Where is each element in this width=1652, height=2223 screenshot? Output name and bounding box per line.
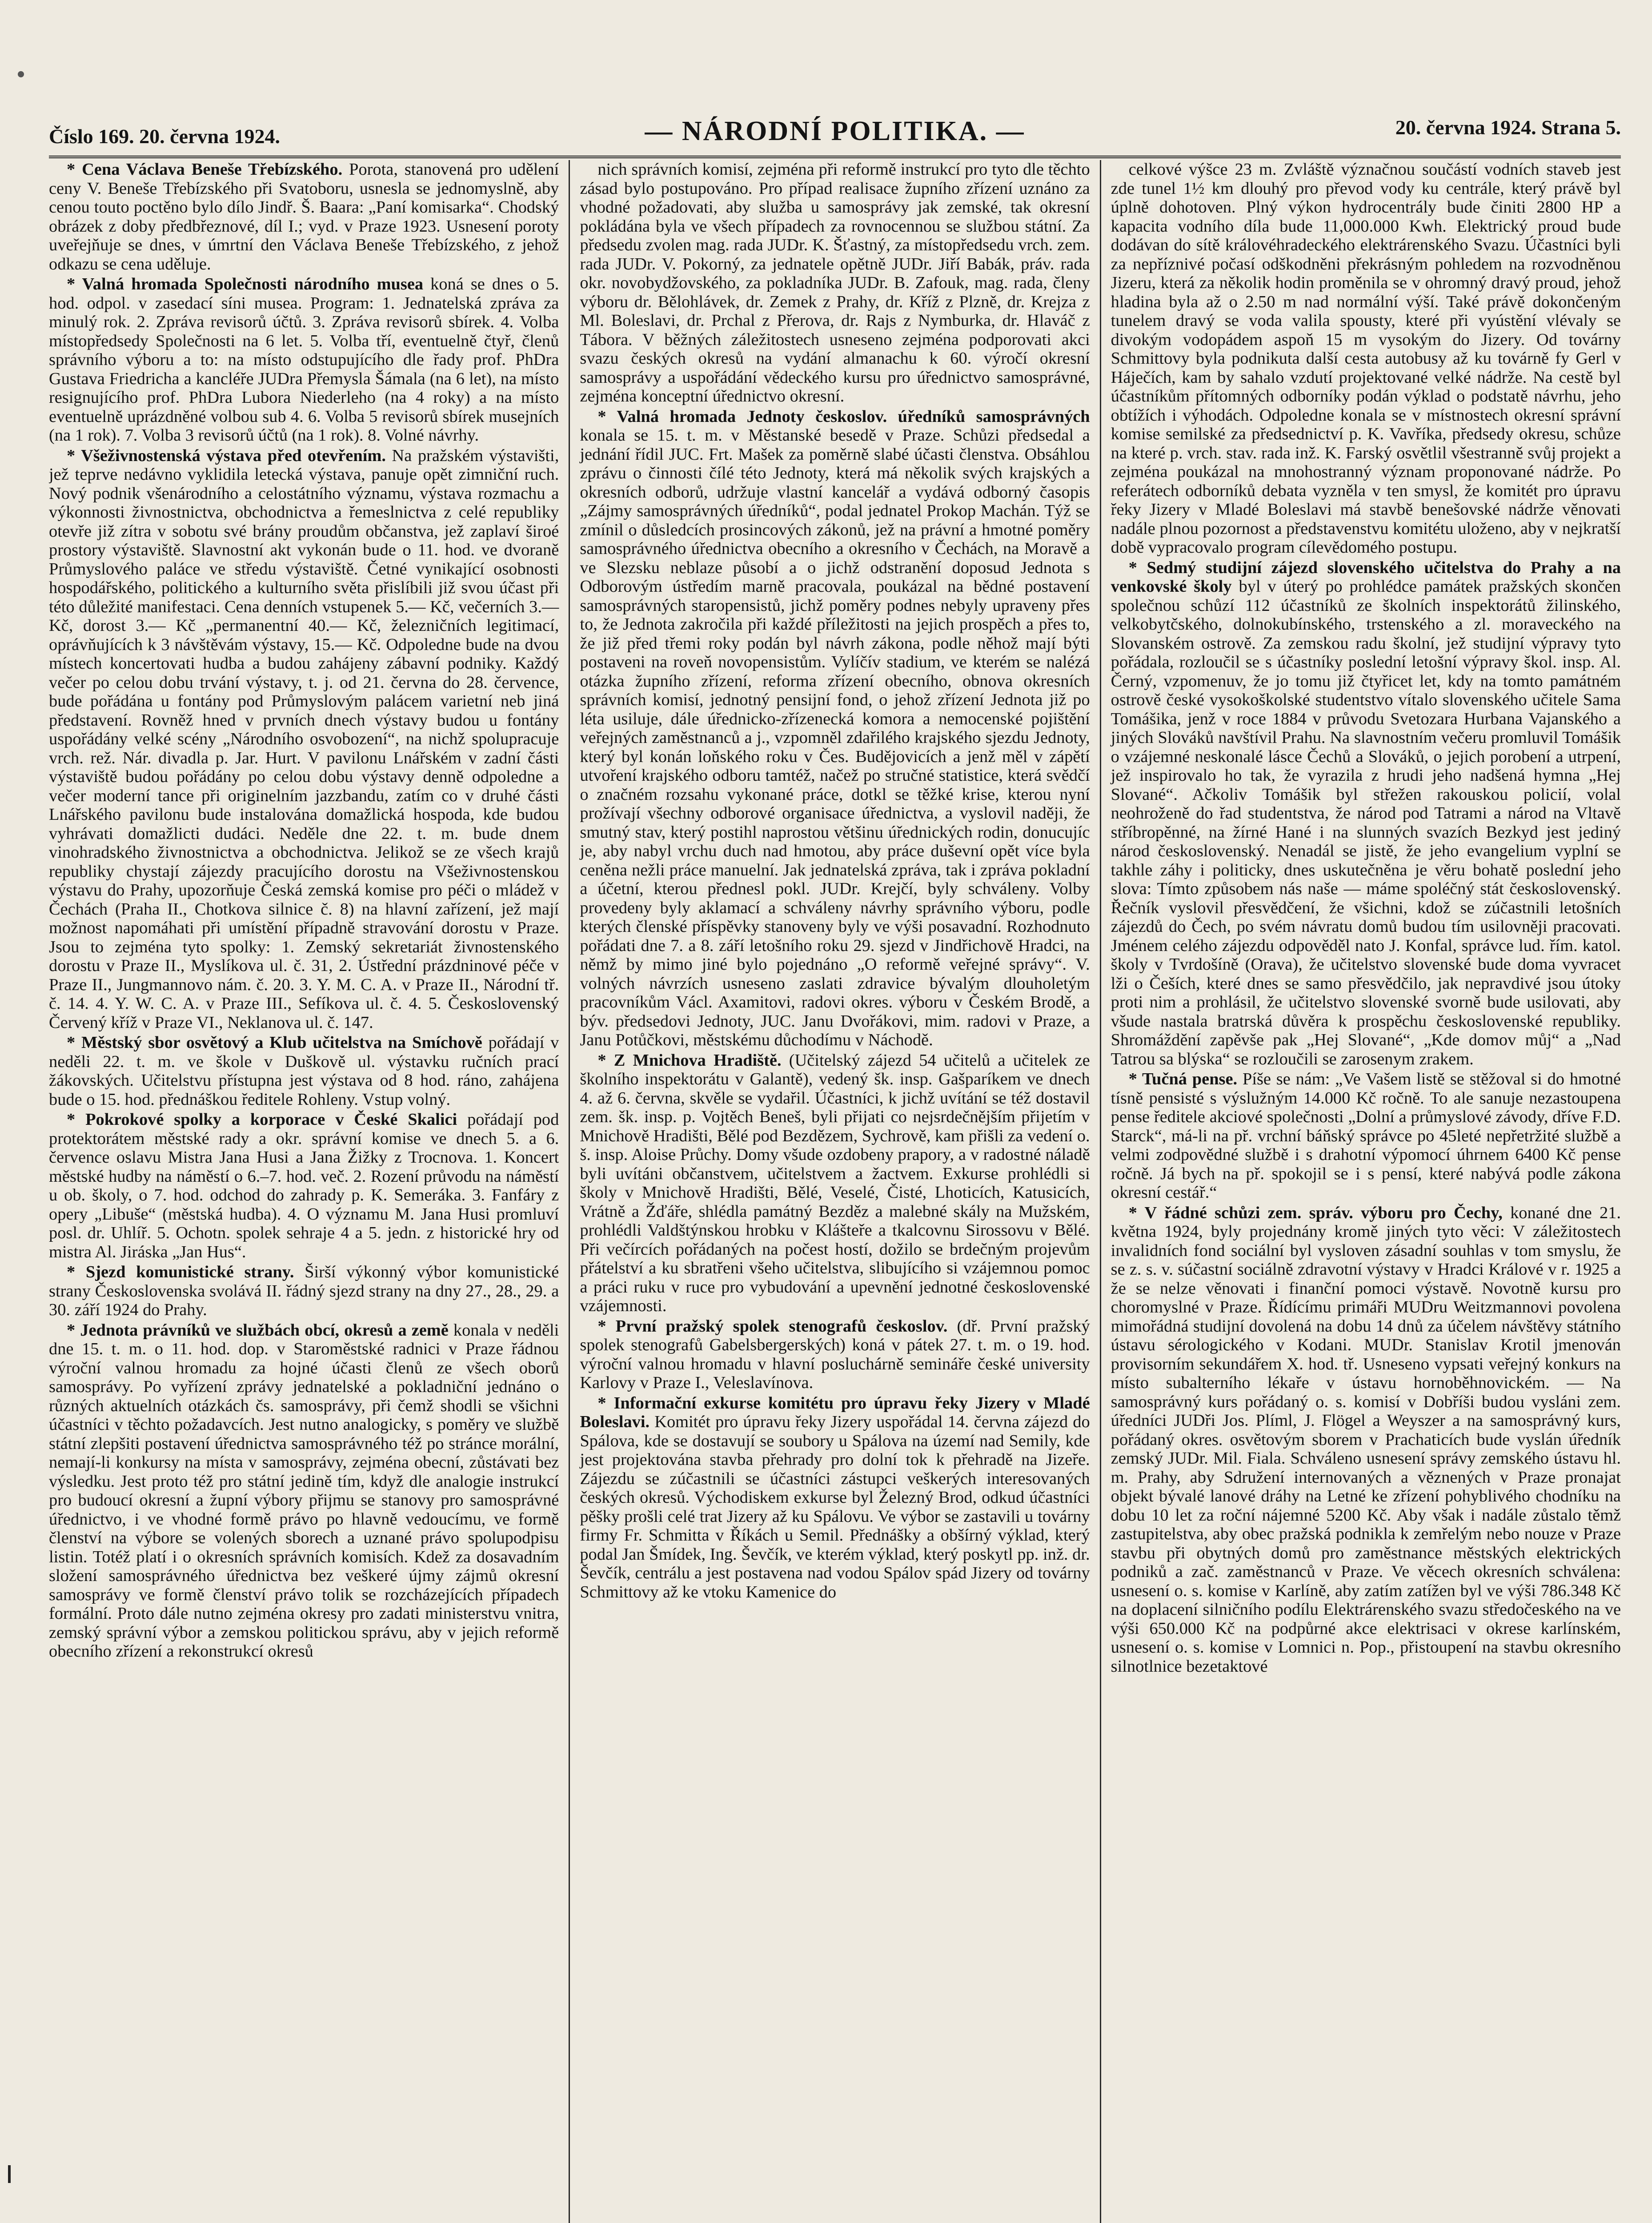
article-headline: * Cena Václava Beneše Třebízského. <box>67 160 343 179</box>
article-headline: * V řádné schůzi zem. správ. výboru pro Čechy, <box>1128 1203 1503 1222</box>
article-item <box>49 1263 559 1320</box>
article-item <box>49 275 559 445</box>
article-text: konala se 15. t. m. v Městanské besedě v Praze. Schůzi předsedal a jednání řídil JUC. Frt. Mašek za poměrně slabé účasti členstva. Obsáhlou zprávu o činnosti čílé této Jednoty, která má několik svých krajských a okresních odborů, udržuje vlastní kancelář a vydává odborný časopis „Zájmy samosprávných úředníků“, podal jednatel Prokop Machán. Týž se zmínil o důsledcích prosincových zákonů, jež na právní a hmotné poměry samosprávného úřednictva obecního a okresního v Čechách, na Moravě a ve Slezsku neblaze působí a o jichž odstranění doposud Jednota s Odborovým ústředím marně pracovala, poukázal na bědné postavení samosprávných staropensistů, jichž poměry podnes nebyly upraveny přes to, že Jednota zakročila při každé příležitosti na jejich prospěch a přes to, že již před třemi roky podán byl návrh zákona, podle něhož mají býti postaveni na roveň novopensistům. Vylíčív stadium, ve kterém se nalézá otázka župního zřízení, reforma zřízení obecního, obnova okresních správních komisí, jednotný pensijní fond, o jehož zřízení Jednota již po léta usiluje, dále úřednicko-zřízenecká komora a nemocenské pojištění veřejných zaměstnanců a j., vzpomněl zdařilého krajského sjezdu Jednoty, který byl konán loňského roku v Čes. Budějovicích a jenž měl v zápětí utvoření krajského odboru tamtéž, načež po stručné statistice, která svědčí o značném rozsahu vykonané práce, dotkl se těžké krise, kterou nyní prožívají všechny odborové organisace úřednictva, a vyslovil naději, že smutný stav, který postihl naprostou většinu úřednických rodin, donucujíc je, aby nabyl vrchu duch nad hmotou, aby práce duševní opět více byla ceněna nežli práce manuelní. Jak jednatelská zpráva, tak i zpráva pokladní a účetní, kterou přednesl pokl. JUDr. Krejčí, byly schváleny. Volby provedeny byly aklamací a schváleny návrhy správního výboru, podle kterých členské příspěvky stanoveny byly ve výši posavadní. Rozhodnuto pořádati dne 7. a 8. září letošního roku 29. sjezd v Jindřichově Hradci, na němž by mimo jiné bylo pojednáno „O reformě veřejné správy“. V. volných návrzích usneseno zaslati zdravice bývalým dlouholetým pracovníkům Václ. Axamitovi, radovi okres. výboru v Českém Brodě, a býv. předsedovi Jednoty, JUC. Janu Dvořákovi, mim. radovi v Praze, a Janu Potůčkovi, městskému důchodímu v Náchodě. <box>580 426 1090 1049</box>
article-headline: * Valná hromada Společnosti národního musea <box>67 275 424 293</box>
article-text: nich správních komisí, zejména při reformě instrukcí pro tyto dle těchto zásad bylo postupováno. Pro případ realisace župního zřízení uznáno za vhodné požadovati, aby služba u samosprávy jak zemské, tak okresní pokládána byla ve všech případech za rovnocennou se službou státní. Za předsedu zvolen mag. rada JUDr. K. Šťastný, za místopředsedu vrch. zem. rada JUDr. V. Pokorný, za jednatele opětně JUDr. Jiří Babák, práv. rada okr. novobydžovského, za pokladníka JUDr. B. Zafouk, mag. rada, členy výboru dr. Bělohlávek, dr. Zemek z Prahy, dr. Kříž z Plzně, dr. Krejza z Ml. Boleslavi, dr. Prchal z Přerova, dr. Rajs z Nymburka, dr. Hlaváč z Tábora. V běžných záležitostech usneseno zejména podporovati akci svazu českých okresů na vydání almanachu k 60. výročí okresní samosprávy a uspořádání vědeckého kursu pro úřednictvo samosprávné, zejména konceptní úřednictvo okresní. <box>580 160 1090 405</box>
article-item <box>49 1110 559 1261</box>
article-item <box>1111 558 1621 1069</box>
article-item <box>1111 1070 1621 1202</box>
article-item <box>580 1317 1090 1392</box>
article-text: (Učitelský zájezd 54 učitelů a učitelek ze školního inspektorátu v Galantě), vedený šk. insp. Gašparíkem ve dnech 4. až 6. června, skvěle se vydařil. Účastníci, k jichž uvítání se též dostavil zem. šk. insp. p. Vojtěch Beneš, byli přijati co nejsrdečnějším přijetím v Mnichově Hradišti, Bělé pod Bezdězem, Sychrově, kam přišli za vedení o. š. insp. Aloise Průchy. Domy všude ozdobeny prapory, a v radostné náladě byli uvítáni občanstvem, učitelstvem a žactvem. Exkurse prohlédli si školy v Mnichově Hradišti, Bělé, Veselé, Čisté, Lhoticích, Katusicích, Vrátně a Žďáře, shlédla památný Bezděz a malebné skály na Mužském, prohlédli Valdštýnskou hrobku v Klášteře a tkalcovnu Sirossovu v Bělé. Při večírcích pořádaných na počest hostí, dožilo se brdečným projevům přátelství a ku sbratřeni všeho učitelstva, slibujícího si vzájemnou pomoc a práci ruku v ruce pro vybudování a upevnění jednotné československé vzájemnosti. <box>580 1051 1090 1315</box>
article-text: Píše se nám: „Ve Vašem listě se stěžoval si do hmotné tísně pensisté s výslužným 14.000 Kč ročně. To ale sanuje nezastoupena pense ředitele akciové společnosti „Dolní a průmyslové závody, dříve F.D. Starck“, má-li na př. vrchní báňský správce po 45leté nepřetržité službě a velmi zodpovědné službě i s drahotní výpomocí úhrnem 6400 Kč pense ročně. Já bych na př. spokojil se i s pensí, které nabývá podle zákona okresní cestář.“ <box>1111 1070 1621 1202</box>
margin-mark <box>8 2165 11 2183</box>
article-headline: * Sjezd komunistické strany. <box>67 1263 294 1281</box>
article-text: Porota, stanovená pro udělení ceny V. Beneše Třebízského při Svatoboru, usnesla se jednomyslně, aby cenou touto poctěno bylo dílo Jindř. Š. Baara: „Paní komisarka“. Chodský obrázek z doby předbřeznové, díl I.; vyd. v Praze 1923. Usnesení poroty uveřejňuje se dnes, v úmrtní den Václava Beneše Třebízského, z jehož odkazu se cena uděluje. <box>49 160 559 273</box>
article-item <box>49 160 559 273</box>
article-item <box>580 407 1090 1050</box>
article-text: (dř. První pražský spolek stenografů Gabelsbergerských) koná v pátek 27. t. m. o 19. hod. výroční valnou hromadu v hlavní posluchárně semináře české university Karlovy v Praze I., Veleslavínova. <box>580 1316 1090 1392</box>
article-item <box>580 160 1090 406</box>
article-item <box>49 446 559 1032</box>
article-text: Komitét pro úpravu řeky Jizery uspořádal 14. června zájezd do Spálova, kde se dostavují se soubory u Spálova na území nad Semily, kde jest projektována stavba přehrady pro dolní tok k přehradě na Jizeře. Zájezdu se zúčastnili se účastníci zástupci veškerých interesovaných českých okresů. Východiskem exkurse byl Železný Brod, odkud účastníci pěšky prošli celé trat Jizery až ku Spálovu. Ve výbor se zastavili u továrny firmy Fr. Schmitta v Říkách u Semil. Přednášky a obšírný výklad, který podal Jan Šmídek, Ing. Ševčík, ve kterém výklad, který poskytl pp. inž. dr. Ševčík, centrálu a jest postavena nad vodou Spálov spád Jizery od továrny Schmittovy až ke vtoku Kamenice do <box>580 1412 1090 1601</box>
article-columns <box>49 160 1621 2223</box>
article-text: koná se dnes o 5. hod. odpol. v zasedací síni musea. Program: 1. Jednatelská zpráva za minulý rok. 2. Zpráva revisorů účtů. 3. Zpráva revisorů sbírek. 4. Volba místopředsedy Společnosti na 6 let. 5. Volba tří, eventuelně čtyř, členů správního výboru a to: na místo odstupujícího dle řady prof. PhDra Gustava Friedricha a kancléře JUDra Přemysla Šámala (na 6 let), na místo resignujícího prof. PhDra Lubora Niederleho (na 4 roky) a na místo eventuelně uprázdněné volbou sub 4. 6. Volba 5 revisorů sbírek musejních (na 1 rok). 7. Volba 3 revisorů účtů (na 1 rok). 8. Volné návrhy. <box>49 275 559 445</box>
article-item <box>580 1051 1090 1316</box>
ink-spot <box>18 71 24 77</box>
column-3 <box>1100 160 1621 2223</box>
article-headline: * Jednota právníků ve službách obcí, okresů a země <box>67 1320 449 1340</box>
article-text: konané dne 21. května 1924, byly projednány kromě jiných tyto věci: V záležitostech invalidních fond sociální byl vysloven zásadní souhlas v tom smyslu, že se z. s. v. súčastní sociálně zdravotní výstavy v Hradci Králové v r. 1925 a že se nelze věnovati i finanční pomoci výstavě. Novotně kursu pro choromyslné v Praze. Řídícímu primáři MUDru Weitzmannovi povolena mimořádná studijní dovolená na dobu 14 dnů za účelem návštěvy státního ústavu sérologického v Kodani. MUDr. Stanislav Krotil jmenován provisorním sekundářem X. hod. tř. Usneseno vypsati veřejný konkurs na místo subalterního lékaře v ústavu hornoběhnovickém. — Na samosprávný kurs pořádaný o. s. komisí v Dobříši budou vysláni zem. úředníci JUDři Jos. Plíml, J. Flögel a Weyszer a na samosprávný kurs, pořádaný okres. osvětovým sborem v Prachaticích bude vyslán úředník zemský JUDr. Mil. Fiala. Schváleno usnesení správy zemského ústavu hl. m. Prahy, aby Sdružení internovaných a věznených v Praze pronajat objekt bývalé lanové dráhy na Letné ke zřízení pohyblivého chodníku na dobu 10 let za roční nájemné 5200 Kč. Aby však i nadále zůstalo těmž zastupitelstva, aby obec pražská podnikla k zemřelým nebo nouze v Praze stavbu při obytných domů pro zaměstnance městských elektrických podniků a zač. zaměstnanců v Praze. Ve věcech okresních schválena: usnesení o. s. komise v Karlíně, aby zatím zatížen byl ve výši 786.348 Kč na doplacení silničního podílu Elektrárenského svazu středočeského na ve výši 650.000 Kč na podpůrné akce elektrisaci v okrese karlínském, usnesení o. s. komise v Lomnici n. Pop., přistoupení na stavbu okresního silnotlnice bezetaktové <box>1111 1203 1621 1676</box>
article-item <box>580 1394 1090 1602</box>
article-headline: * Městský sbor osvětový a Klub učitelstva na Smíchově <box>67 1033 482 1052</box>
page-header <box>49 102 1621 158</box>
article-text: celkové výšce 23 m. Zvláště význačnou součástí vodních staveb jest zde tunel 1½ km dlouhý pro převod vody ku centrále, který právě byl úplně dohotoven. Plný výkon hydrocentrály bude činiti 2800 HP a kapacita vodního díla bude 11,000.000 Kwh. Elektrický proud bude dodávan do sítě královéhradeckého elektrárenského Svazu. Účastníci byli za nepříznivé počasí odškodněni překrásným pohledem na rozvodněnou Jizeru, která za několik hodin proměnila se v ohromný dravý proud, jehož hladina byla až o 2.50 m nad normální výší. Také právě dokončeným tunelem dravý se voda valila spousty, které při vyústění vlévaly se divokým vodopádem aspoň 15 m vysokým do Jizery. Od továrny Schmittovy byla podnikuta další cesta autobusy až ku továrně fy Gerl v Háječích, kam by sahalo vzdutí projektované velké nádrže. Na cestě byl účastníkům přítomných odborníky podán výklad o podstatě návrhu, jeho obtížích i výhodách. Odpoledne konala se v místnostech okresní správní komise semilské za předsednictví p. K. Vavříka, předsedy okresu, schůze na které p. vrch. stav. rada inž. K. Farský osvětlil všestranně svůj projekt a zejména poukázal na mnohostranný význam proponované nádrže. Po referátech odborníků debata vyzněla v ten smysl, že komitét pro úpravu řeky Jizery v Mladé Boleslavi má stavbě benešovské nádrže věnovati nadále plnou pozornost a představenstvu komitétu uloženo, aby v nejkratší době vypracovalo program cílevědomého postupu. <box>1111 160 1621 557</box>
article-headline: * Pokrokové spolky a korporace v České Skalici <box>67 1110 457 1129</box>
column-2 <box>569 160 1099 2223</box>
article-text: pořádají pod protektorátem městské rady a okr. správní komise ve dnech 5. a 6. července oslavu Mistra Jana Husi a Jana Žižky z Trocnova. 1. Koncert městské hudby na náměstí o 6.–7. hod. več. 2. Rození průvodu na náměstí u ob. školy, o 7. hod. odchod do zahrady p. K. Semeráka. 3. Fanfáry z opery „Libuše“ (městská hudba). 4. O významu M. Jana Husi promluví posl. dr. Uhlíř. 5. Ochotn. spolek sehraje 4 a 5. jedn. z historické hry od mistra Al. Jiráska „Jan Hus“. <box>49 1110 559 1261</box>
article-headline: * Sedmý studijní zájezd slovenského učitelstva do Prahy a na venkovské školy <box>1111 558 1621 596</box>
article-item <box>1111 1204 1621 1676</box>
article-headline: * Všeživnostenská výstava před otevřením. <box>67 446 386 465</box>
date-page-number: 20. června 1924. Strana 5. <box>1395 116 1621 139</box>
article-text: byl v úterý po prohlédce památek pražských skončen společnou schůzí 112 účastníků ze školních inspektorátů žilinského, velkobytčského, dolnokubínského, trstenského a zl. moraveckého na Slovanském ostrově. Za zemskou radu školní, jež studijní výpravy tyto pořádala, rozloučil se s účastníky poslední letošní výpravy škol. insp. Al. Černý, vzpomenuv, že jo tomu již čtyřicet let, kdy na tomto památném ostrově české vysokoškolské studentstvo vítalo slovenského učitele Sama Tomášika, jenž v roce 1884 v průvodu Svetozara Hurbana Vajanského a jiných Slováků navštívil Prahu. Na slavnostním večeru promluvil Tomášik o vzájemné neskonalé lásce Čechů a Slováků, o jejich porobení a utrpení, jež inspirovalo ho tak, že vyrazila z hrudi jeho nadšená hymna „Hej Slované“. Ačkoliv Tomášik byl střežen rakouskou policií, volal neohroženě do řad studentstva, že národ pod Tatrami a národ na Vltavě stříbropěnné, na žírné Hané i na slunných svazích Bezkyd jest jediný národ československý. Nenadál se jistě, že jeho evangelium vyplní se takhle záhy i politicky, dnes uskutečněna je věru bohatě poslední jeho slova: Tímto způsobem nás naše — máme spoléčný stát československý. Řečník vyslovil přesvědčení, že všichni, kdož se zúčastnili letošních zájezdů do Čech, po svém návratu domů budou tím usilovněji pracovati. Jménem celého zájezdu odpověděl nato J. Konfal, správce lud. řím. katol. školy v Tvrdošíně (Orava), že učitelstvo slovenské bude doma vyvracet lži o Češích, které dnes se samo přesvědčilo, jak nepravdivé jsou útoky proti nim a prohlásil, že učitelstvo slovenské svorně bude usilovati, aby všude nastala bratrská důvěra k prospěchu československé republiky. Shromáždění zapěvše pak „Hej Slované“, „Kde domov můj“ a „Nad Tatrou sa blýska“ se rozloučili se zarosenym zrakem. <box>1111 577 1621 1068</box>
article-text: Širší výkonný výbor komunistické strany Československa svolává II. řádný sjezd strany na dny 27., 28., 29. a 30. září 1924 do Prahy. <box>49 1263 559 1319</box>
article-headline: * První pražský spolek stenografů českoslov. <box>597 1316 948 1336</box>
article-item <box>49 1321 559 1661</box>
article-headline: * Tučná pense. <box>1128 1070 1238 1088</box>
article-headline: * Valná hromada Jednoty českoslov. úředníků samosprávných <box>597 407 1090 426</box>
article-headline: * Informační exkurse komitétu pro úpravu řeky Jizery v Mladé Boleslavi. <box>580 1393 1090 1431</box>
article-item <box>49 1033 559 1109</box>
article-headline: * Z Mnichova Hradiště. <box>597 1051 782 1070</box>
article-text: Na pražském výstavišti, jež teprve nedávno vyklidila letecká výstava, panuje opět zimniční ruch. Nový podnik všenárodního a celostátního významu, výstava rozmachu a výkonnosti živnostnictva, obchodnictva a řemeslnictva z celé republiky otevře již zítra v sobotu své brány proudům občanstva, jež zaplaví široé prostory výstaviště. Slavnostní akt vykonán bude o 11. hod. ve dvoraně Průmyslového paláce ve středu výstaviště. Četné vynikající osobnosti hospodářského, politického a kulturního světa přislíbili již svou účast při této důležité manifestaci. Cena denních vstupenek 5.— Kč, večerních 3.— Kč, dorost 3.— Kč „permanentní 40.— Kč, železničních legitimací, oprávňujících k 3 návštěvám výstavy, 15.— Kč. Odpoledne bude na dvou místech koncertovati hudba a budou zahájeny zábavní podniky. Každý večer po celou dobu trvání výstavy, t. j. od 21. června do 28. července, bude pořádána u fontány pod Průmyslovým palácem varietní neb jiná představení. Rovněž hned v prvních dnech výstavy budou u fontány uspořádány velké scény „Národního osvobození“, na nichž spoluprаcuje vrch. rež. Nár. divadla p. Jar. Hurt. V pavilonu Lnářském v zadní části výstaviště budou pořádány po celou dobu výstavy denně odpoledne a večer moderní tance při originelním jazzbandu, zatím co v druhé části Lnářského pavilonu bude instalována domažlická hospoda, kde budou vyhrávati domažlicti dudáci. Neděle dne 22. t. m. bude dnem vinohradského živnostnictva a obchodnictva. Jelikož se ze všech krajů republiky chystají zájezdy pracujícího dorostu na Všeživnostenskou výstavu do Prahy, upozorňuje Česká zemská komise pro péči o mládež v Čechách (Praha II., Chotkova silnice č. 8) na hlavní zařízení, jež mají možnost napomáhati při umístění případně stravování dorostu v Praze. Jsou to zejména tyto spolky: 1. Zemský sekretariát živnostenského dorostu v Praze II., Myslíkova ul. č. 31, 2. Ústřední prázdninové péče v Praze II., Jungmannovo nám. č. 20. 3. Y. M. C. A. v Praze II., Národní tř. č. 14. 4. Y. W. C. A. v Praze III., Sefíkova ul. č. 4. 5. Československý Červený kříž v Praze VI., Neklanova ul. č. 147. <box>49 446 559 1032</box>
column-1 <box>49 160 569 2223</box>
article-text: konala v neděli dne 15. t. m. o 11. hod. dop. v Staroměstské radnici v Praze řádnou výroční valnou hromadu za hojné účasti členů ze všech oborů samosprávy. Po vyřízení zprávy jednatelské a pokladniční jednáno o různých aktuelních otázkách čs. samosprávy, při čemž shodli se všichni účastníci v těchto požadavcích. Jest nutno analogicky, s poměry ve službě státní zlepšiti postavení úřednictva samosprávného též po stránce morální, nemají-li konkursy na místa v samosprávy, zejména obecní, zůstávati bez výsledku. Jest proto též pro státní jedině tím, když dle analogie instrukcí pro budoucí okresní a župní výbory přijmu se stanovy pro samosprávné úřednictvo, i ve vhodné formě právo po hlavně vedoucímu, ve formě členství na výbore se volených sborech a uznané právo spolupodpisu listin. Totéž platí i o okresních správních komisích. Kdež za dosavadním složení samosprávného úřednictva bez veškeré újmy zájmů okresní samosprávy ve formě členství právo tolik se rozcházejících případech formální. Proto dále nutno zejména okresy pro zadati ministerstvu vnitra, zemský správní výbor a zemskou politickou správu, aby v jejich reformě obecního zřízení a rekonstrukcí okresů <box>49 1320 559 1661</box>
article-text: pořádají v neděli 22. t. m. ve škole v Duškově ul. výstavku ručních prací žákovských. Učitelstvu přístupna jest výstava od 8 hod. ráno, zahájena bude o 15. hod. přednáškou ředitele Rohleny. Vstup volný. <box>49 1033 559 1109</box>
issue-number-date: Číslo 169. 20. června 1924. <box>49 125 281 148</box>
masthead-title: — NÁRODNÍ POLITIKA. — <box>645 116 1025 146</box>
article-item <box>1111 160 1621 557</box>
